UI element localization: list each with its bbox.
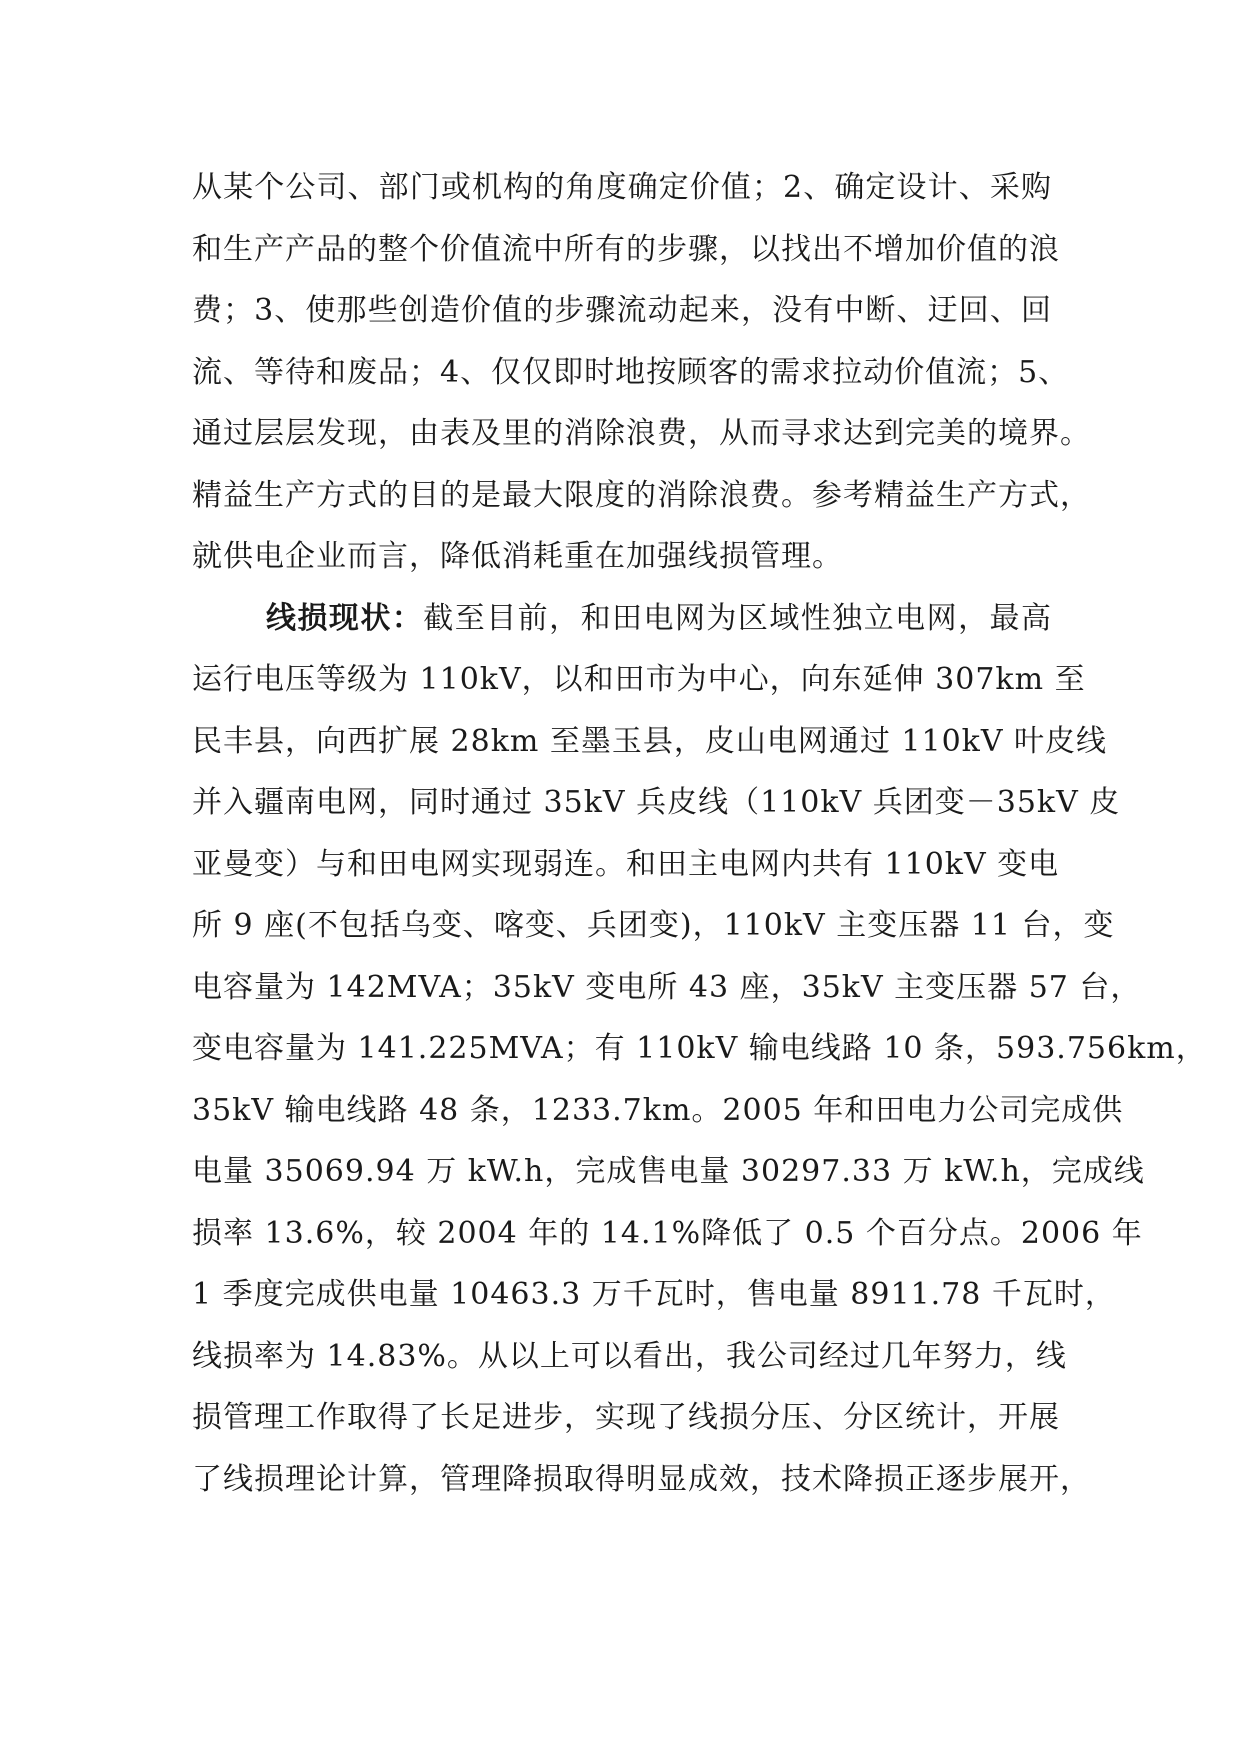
text-line: 1 季度完成供电量 10463.3 万千瓦时，售电量 8911.78 千瓦时， <box>192 1277 1116 1312</box>
text-line: 流、等待和废品；4、仅仅即时地按顾客的需求拉动价值流；5、 <box>192 354 1070 390</box>
text-line: 通过层层发现，由表及里的消除浪费，从而寻求达到完美的境界。 <box>192 416 1091 451</box>
text-line: 民丰县，向西扩展 28km 至墨玉县，皮山电网通过 110kV 叶皮线 <box>192 723 1108 759</box>
text-line: 就供电企业而言，降低消耗重在加强线损管理。 <box>192 539 843 574</box>
text-line: 损率 13.6%，较 2004 年的 14.1%降低了 0.5 个百分点。2006 年 <box>192 1215 1143 1251</box>
text-line: 亚曼变）与和田电网实现弱连。和田主电网内共有 110kV 变电 <box>192 846 1060 882</box>
text-line: 35kV 输电线路 48 条，1233.7km。2005 年和田电力公司完成供 <box>192 1092 1124 1128</box>
text-line: 电量 35069.94 万 kW.h，完成售电量 30297.33 万 kW.h，完成线 <box>192 1154 1145 1189</box>
text-line: 运行电压等级为 110kV，以和田市为中心，向东延伸 307km 至 <box>192 662 1086 697</box>
text-line: 所 9 座(不包括乌变、喀变、兵团变)，110kV 主变压器 11 台，变 <box>192 908 1115 943</box>
text-line: 了线损理论计算，管理降损取得明显成效，技术降损正逐步展开， <box>192 1461 1091 1497</box>
text-line: 精益生产方式的目的是最大限度的消除浪费。参考精益生产方式， <box>192 477 1091 513</box>
section-heading: 线损现状： <box>266 600 424 636</box>
text-line: 并入疆南电网，同时通过 35kV 兵皮线（110kV 兵团变－35kV 皮 <box>192 785 1121 820</box>
paragraph-heading-line <box>192 588 1052 650</box>
text-line: 电容量为 142MVA；35kV 变电所 43 座，35kV 主变压器 57 台， <box>192 969 1142 1005</box>
body-text <box>192 157 1207 1510</box>
text-line: 费；3、使那些创造价值的步骤流动起来，没有中断、迂回、回 <box>192 293 1052 328</box>
text-line: 线损率为 14.83%。从以上可以看出，我公司经过几年努力，线 <box>192 1338 1067 1374</box>
heading-line-text: 截至目前，和田电网为区域性独立电网，最高 <box>423 600 1053 636</box>
text-line: 损管理工作取得了长足进步，实现了线损分压、分区统计，开展 <box>192 1400 1060 1435</box>
text-line: 和生产产品的整个价值流中所有的步骤，以找出不增加价值的浪 <box>192 231 1060 267</box>
text-line: 从某个公司、部门或机构的角度确定价值；2、确定设计、采购 <box>192 170 1052 205</box>
text-line: 变电容量为 141.225MVA；有 110kV 输电线路 10 条，593.756km， <box>192 1031 1207 1066</box>
